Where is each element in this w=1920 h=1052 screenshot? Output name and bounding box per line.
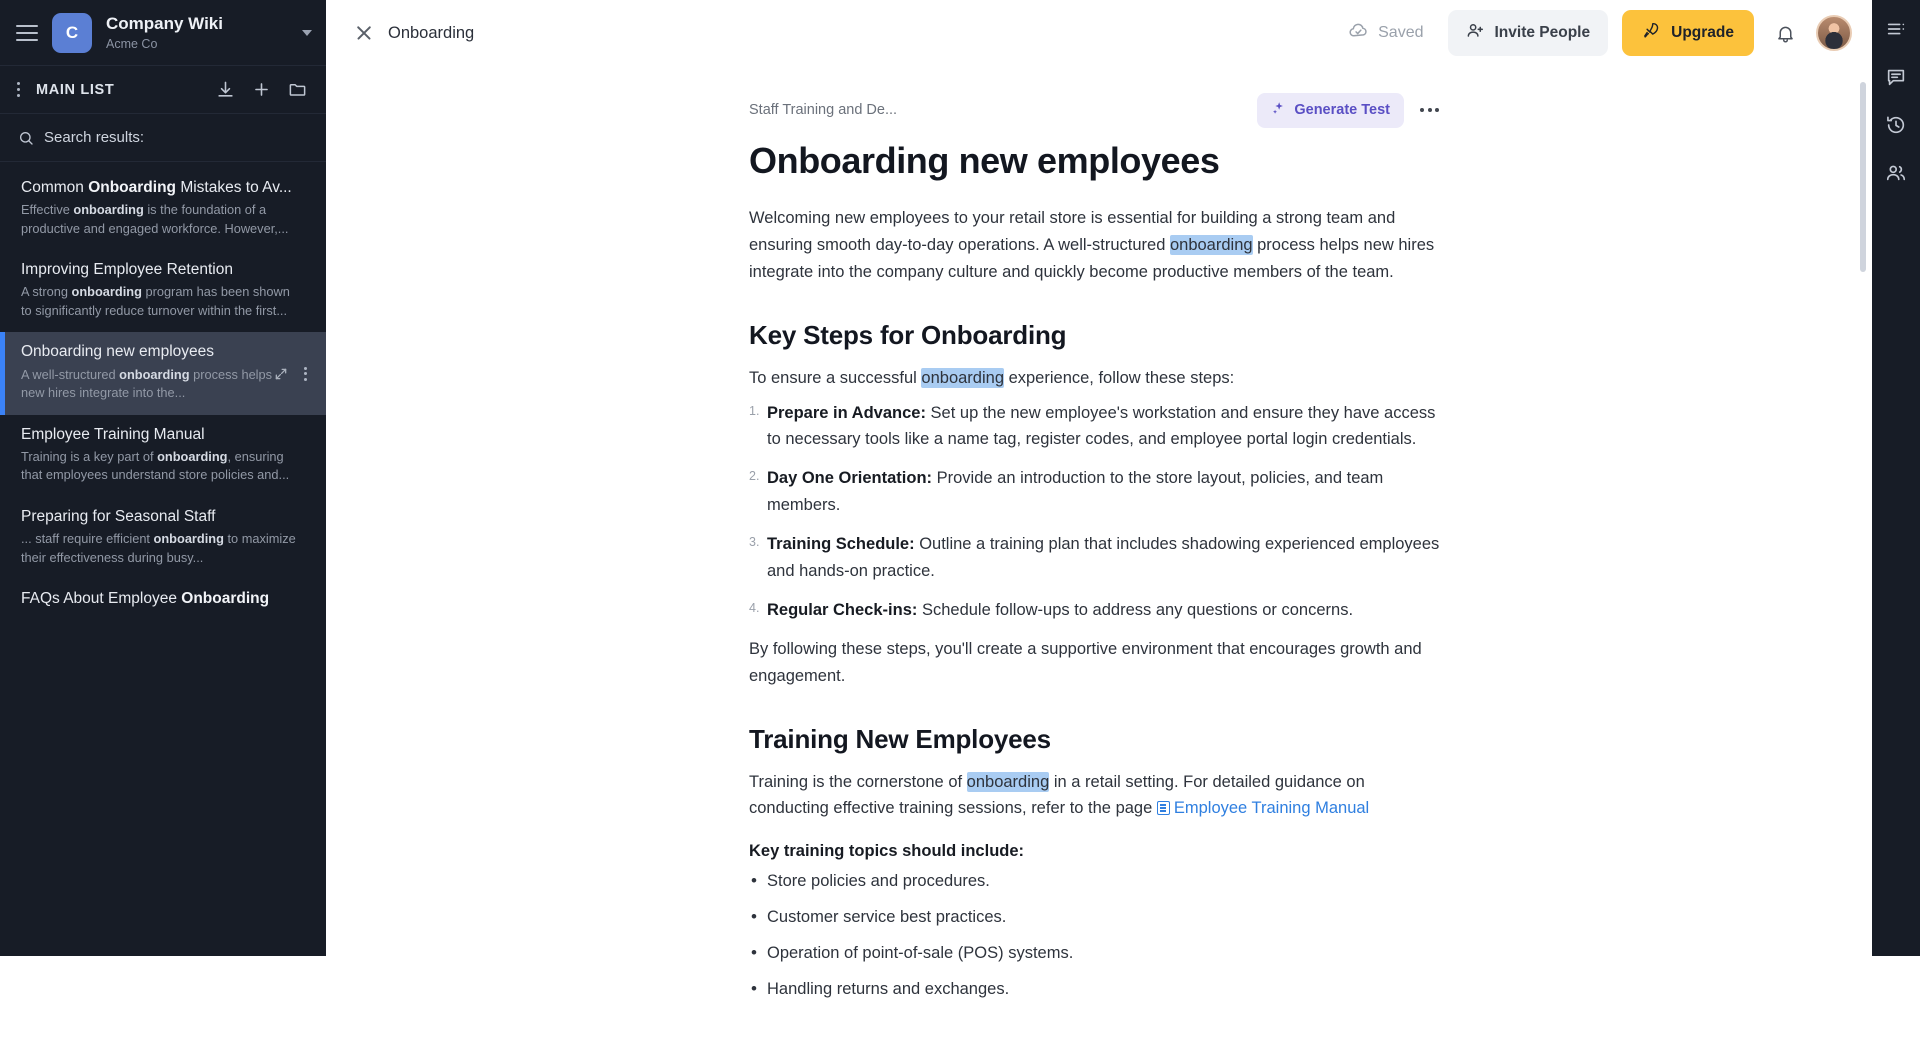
notifications-bell-icon[interactable] <box>1768 16 1802 50</box>
search-icon <box>17 125 35 151</box>
search-result-snippet: A strong onboarding program has been shown to significantly reduce turnover within the first... <box>21 284 290 318</box>
search-result-item[interactable] <box>0 497 326 579</box>
key-step-item: Prepare in Advance: Set up the new employee's workstation and ensure they have access to necessary tools like a name tag, register codes, and employee portal login credentials. <box>767 403 1436 449</box>
invite-people-button[interactable] <box>1448 10 1609 56</box>
key-step-item: Regular Check-ins: Schedule follow-ups to address any questions or concerns. <box>767 600 1354 619</box>
chevron-down-icon[interactable] <box>302 30 312 36</box>
search-results-list <box>0 162 326 956</box>
invite-people-label: Invite People <box>1494 24 1591 41</box>
download-icon[interactable] <box>212 77 238 103</box>
key-steps-lead-2: experience, follow these steps: <box>1004 368 1235 387</box>
document-scroll-area <box>326 66 1872 1052</box>
document-more-options-icon[interactable] <box>1404 108 1449 112</box>
search-results-row <box>0 114 326 162</box>
page-reference-icon <box>1157 801 1170 815</box>
training-topic-item: • Store policies and procedures. <box>749 869 1449 894</box>
search-result-item[interactable] <box>0 168 326 250</box>
workspace-name: Company Wiki <box>106 14 223 34</box>
workspace-org: Acme Co <box>106 36 158 51</box>
search-result-title: Onboarding new employees <box>21 343 215 361</box>
key-steps-closing: By following these steps, you'll create a supportive environment that encourages growth and engagement. <box>749 639 1422 685</box>
key-steps-list <box>749 400 1449 624</box>
menu-toggle-icon[interactable] <box>16 25 38 41</box>
upgrade-label: Upgrade <box>1671 24 1734 41</box>
highlighted-term: onboarding <box>921 368 1004 387</box>
left-sidebar <box>0 0 326 956</box>
search-result-item[interactable] <box>0 415 326 497</box>
top-bar <box>326 0 1872 66</box>
person-add-icon <box>1466 21 1485 45</box>
sparkle-icon <box>1271 101 1286 120</box>
result-more-icon[interactable] <box>297 367 313 381</box>
workspace-avatar: C <box>52 13 92 53</box>
search-result-title: Employee Training Manual <box>21 425 205 443</box>
collaborators-icon[interactable] <box>1879 156 1913 190</box>
training-topics-list <box>749 869 1449 1001</box>
key-steps-lead-1: To ensure a successful <box>749 368 922 387</box>
search-result-title: Improving Employee Retention <box>21 261 233 279</box>
training-lead <box>749 769 1449 823</box>
list-header <box>0 66 326 114</box>
training-topic-item: • Handling returns and exchanges. <box>749 977 1449 1002</box>
training-topic-item: • Customer service best practices. <box>749 905 1449 930</box>
version-history-icon[interactable] <box>1879 108 1913 142</box>
scrollbar-thumb[interactable] <box>1860 82 1866 272</box>
key-steps-lead <box>749 365 1449 392</box>
search-result-item[interactable] <box>0 250 326 332</box>
key-step-item: Training Schedule: Outline a training plan that includes shadowing experienced employees and hands-on practice. <box>767 535 1440 581</box>
new-folder-icon[interactable] <box>284 77 310 103</box>
list-options-icon[interactable] <box>10 82 26 97</box>
save-status <box>1348 20 1423 46</box>
search-result-title: Preparing for Seasonal Staff <box>21 507 216 525</box>
training-lead-1: Training is the cornerstone of <box>749 772 967 791</box>
document-canvas <box>326 66 1872 1052</box>
search-result-actions <box>274 367 313 381</box>
main-panel <box>326 0 1872 998</box>
key-step-item: Day One Orientation: Provide an introduction to the store layout, policies, and team members. <box>767 469 1384 515</box>
cloud-saved-icon <box>1348 20 1369 46</box>
search-result-snippet: A well-structured onboarding process helps new hires integrate into the... <box>21 366 273 401</box>
search-result-item[interactable] <box>0 332 326 414</box>
training-topic-item: • Operation of point-of-sale (POS) systems. <box>749 941 1449 966</box>
training-topics-heading: Key training topics should include: <box>749 842 1025 861</box>
right-rail <box>1872 0 1920 956</box>
search-result-item[interactable] <box>0 579 326 621</box>
highlighted-term: onboarding <box>1169 235 1253 254</box>
workspace-meta <box>106 14 288 51</box>
close-icon[interactable] <box>354 23 374 43</box>
comments-icon[interactable] <box>1879 60 1913 94</box>
workspace-header[interactable] <box>0 0 326 66</box>
highlighted-term: onboarding <box>966 772 1050 791</box>
section-heading-training: Training New Employees <box>749 723 1051 754</box>
document-body <box>749 66 1449 1052</box>
document-header-row <box>749 92 1449 128</box>
upgrade-button[interactable] <box>1622 10 1754 56</box>
generate-test-label: Generate Test <box>1294 102 1390 118</box>
save-status-label: Saved <box>1378 24 1424 41</box>
user-avatar[interactable] <box>1816 15 1852 51</box>
search-result-title: Common Onboarding Mistakes to Av... <box>21 179 292 196</box>
rocket-icon <box>1642 21 1661 45</box>
expand-icon[interactable] <box>274 367 288 381</box>
internal-page-link[interactable]: Employee Training Manual <box>1173 799 1370 818</box>
search-results-label: Search results: <box>44 129 145 146</box>
search-result-snippet: Effective onboarding is the foundation of a productive and engaged workforce. However,... <box>21 202 289 236</box>
document-scrollbar[interactable] <box>1860 82 1866 1036</box>
intro-paragraph <box>749 205 1449 286</box>
search-result-snippet: Training is a key part of onboarding, ensuring that employees understand store policies and... <box>21 448 290 483</box>
outline-icon[interactable] <box>1879 12 1913 46</box>
page-title: Onboarding new employees <box>749 140 1220 181</box>
training-lead-2: in a retail setting. For detailed guidance on conducting effective training sessions, refer to the page <box>749 772 1365 818</box>
section-heading-key-steps: Key Steps for Onboarding <box>749 319 1067 350</box>
generate-test-button[interactable] <box>1257 93 1404 128</box>
search-result-snippet: ... staff require efficient onboarding to maximize their effectiveness during busy... <box>21 531 296 565</box>
intro-text-2: process helps new hires integrate into the company culture and quickly become productive members of the team. <box>749 235 1435 281</box>
open-tab-label[interactable]: Onboarding <box>388 23 475 42</box>
add-page-icon[interactable] <box>248 77 274 103</box>
intro-text-1: Welcoming new employees to your retail store is essential for building a strong team and ensuring smooth day-to-day operations. A well-structured <box>749 209 1396 254</box>
list-title: MAIN LIST <box>36 81 115 98</box>
breadcrumb[interactable]: Staff Training and De... <box>749 102 898 118</box>
search-result-title: FAQs About Employee Onboarding <box>21 590 270 608</box>
